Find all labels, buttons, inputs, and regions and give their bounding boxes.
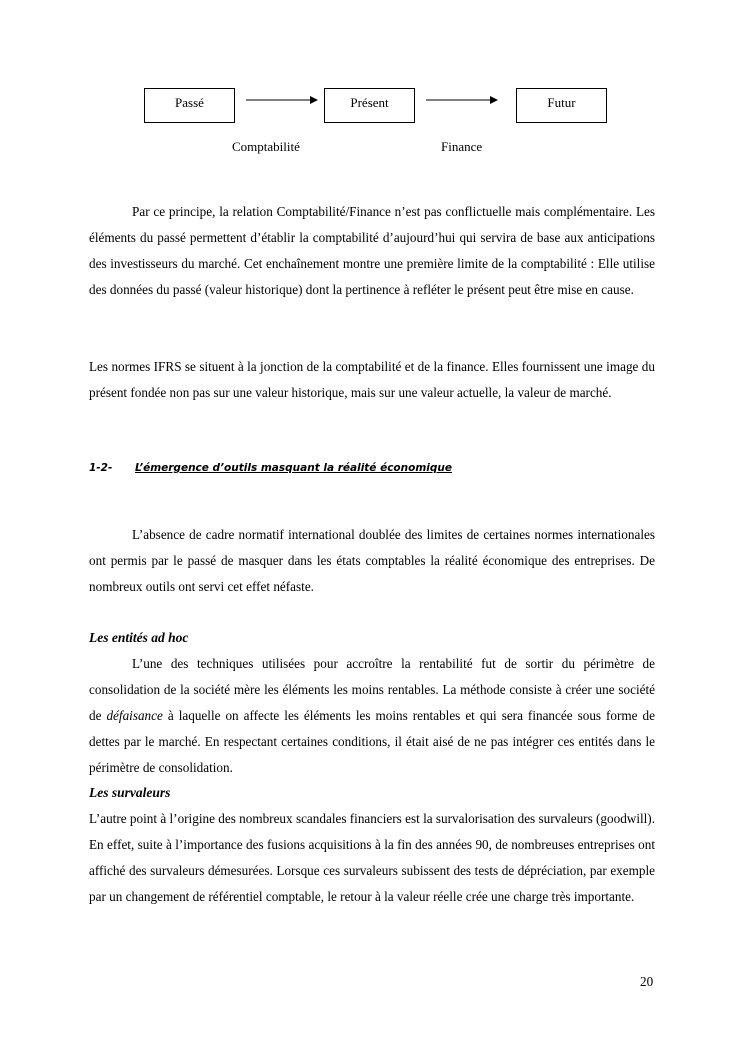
section-heading (89, 462, 452, 474)
arrow-right-icon (426, 94, 498, 106)
subheading-entites-ad-hoc: Les entités ad hoc (89, 630, 189, 645)
paragraph-text: Les normes IFRS se situent à la jonction de la comptabilité et de la finance. Elles fournissent une image du présent fondée non pas sur une valeur historique, mais sur une valeur actuelle, la valeur de marché. (89, 359, 655, 400)
paragraph-text: L’autre point à l’origine des nombreux scandales financiers est la survalorisation des survaleurs (goodwill). En effet, suite à l’importance des fusions acquisitions à la fin des années 90, de nombreuses entreprises ont affiché des survaleurs démesurées. Lorsque ces survaleurs subissent des tests de dépréciation, par exemple par un changement de référentiel comptable, le retour à la valeur réelle crée une charge très importante. (89, 811, 655, 904)
paragraph-ifrs (89, 354, 655, 406)
subheading-survaleurs: Les survaleurs (89, 785, 171, 800)
diagram-box-past: Passé (144, 88, 235, 123)
section-number: 1-2- (89, 462, 113, 474)
paragraph-text-part: à laquelle on affecte les éléments les moins rentables et qui sera financée sous forme de dettes par le marché. En respectant certaines conditions, il était aisé de ne pas intégrer ces entités dans le périmètre de consolidation. (89, 708, 655, 775)
diagram-label-accounting: Comptabilité (232, 139, 300, 154)
paragraph-text-part: L’une des techniques utilisées pour accroître la rentabilité fut de sortir du périmètre de consolidation de la société mère les éléments les moins rentables. La méthode consiste à créer une société de (89, 656, 655, 723)
emphasis-term: défaisance (106, 708, 163, 723)
paragraph-principle (89, 199, 655, 303)
diagram-box-future: Futur (516, 88, 607, 123)
paragraph-text: L’absence de cadre normatif international doublée des limites de certaines normes internationales ont permis par le passé de masquer dans les états comptables la réalité économique des entreprises. De nombreux outils ont servi cet effet néfaste. (89, 527, 655, 594)
paragraph-normative-framework (89, 522, 655, 600)
diagram-label-finance: Finance (441, 139, 483, 154)
section-title: L’émergence d’outils masquant la réalité économique (135, 462, 452, 474)
paragraph-text (89, 651, 655, 781)
paragraph-survaleurs (89, 806, 655, 910)
diagram-box-present: Présent (324, 88, 415, 123)
page-number: 20 (640, 974, 654, 989)
arrow-right-icon (246, 94, 318, 106)
paragraph-entites-ad-hoc (89, 651, 655, 781)
paragraph-text: Par ce principe, la relation Comptabilité/Finance n’est pas conflictuelle mais complémentaire. Les éléments du passé permettent d’établir la comptabilité d’aujourd’hui qui servira de base aux anticipations des investisseurs du marché. Cet enchaînement montre une première limite de la comptabilité : Elle utilise des données du passé (valeur historique) dont la pertinence à refléter le présent peut être mise en cause. (89, 204, 655, 297)
